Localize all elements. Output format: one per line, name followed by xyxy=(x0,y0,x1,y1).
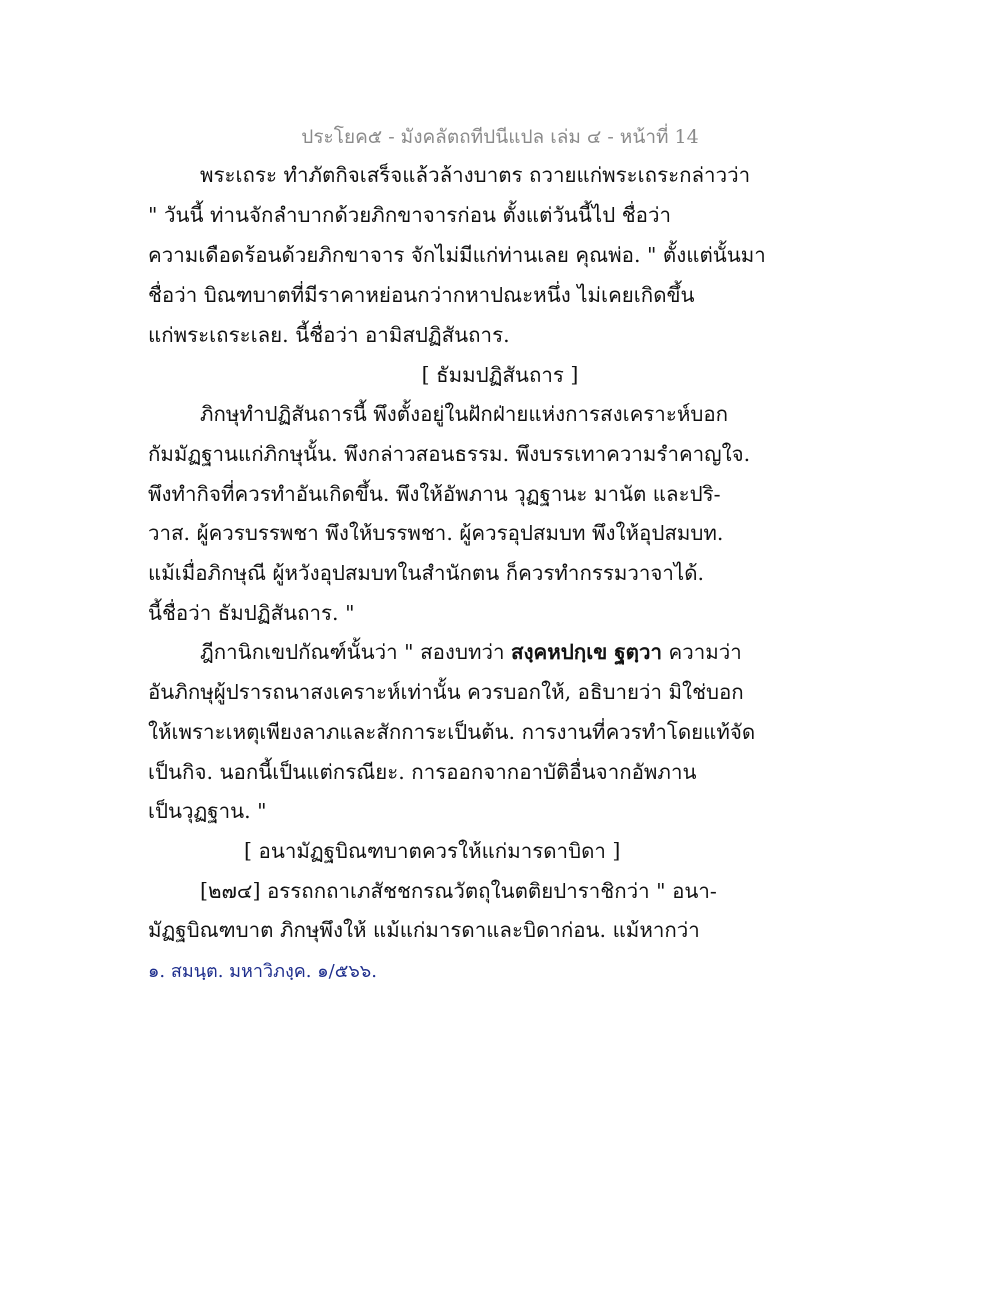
body-line-17: [๒๗๔] อรรถกถาเภสัชชกรณวัตถุในตติยปาราชิกว่า " อนา- xyxy=(200,879,717,903)
body-line-12 xyxy=(200,638,742,666)
section-heading-dhamma: [ ธัมมปฏิสันถาร ] xyxy=(421,363,579,387)
body-line-5: แก่พระเถระเลย. นี้ชื่อว่า อามิสปฏิสันถาร. xyxy=(148,323,510,347)
body-line-9: วาส. ผู้ควรบรรพชา พึงให้บรรพชา. ผู้ควรอุปสมบท พึงให้อุปสมบท. xyxy=(148,521,724,545)
body-line-13: อันภิกษุผู้ปรารถนาสงเคราะห์เท่านั้น ควรบอกให้, อธิบายว่า มิใช่บอก xyxy=(148,680,744,704)
body-line-8: พึงทำกิจที่ควรทำอันเกิดขึ้น. พึงให้อัพภาน วุฏฐานะ มานัต และปริ- xyxy=(148,482,721,506)
body-line-14: ให้เพราะเหตุเพียงลาภและสักการะเป็นต้น. การงานที่ควรทำโดยแท้จัด xyxy=(148,720,756,744)
body-line-15: เป็นกิจ. นอกนี้เป็นแต่กรณียะ. การออกจากอาบัติอื่นจากอัพภาน xyxy=(148,760,697,784)
body-line-7: กัมมัฏฐานแก่ภิกษุนั้น. พึงกล่าวสอนธรรม. พึงบรรเทาความรำคาญใจ. xyxy=(148,442,751,466)
running-head: ประโยค๕ - มังคลัตถทีปนีแปล เล่ม ๔ - หน้าที่ 14 xyxy=(301,126,699,148)
body-line-6: ภิกษุทำปฏิสันถารนี้ พึงตั้งอยู่ในฝักฝ่ายแห่งการสงเคราะห์บอก xyxy=(200,402,729,426)
body-line-12-tail: ความว่า xyxy=(662,640,742,664)
body-line-10: แม้เมื่อภิกษุณี ผู้หวังอุปสมบทในสำนักตน ก็ควรทำกรรมวาจาได้. xyxy=(148,561,705,585)
body-line-16: เป็นวุฏฐาน. " xyxy=(148,799,267,823)
pali-term: สงฺคหปกฺเข ฐตฺวา xyxy=(511,640,662,664)
body-line-12-lead: ฎีกานิกเขปกัณฑ์นั้นว่า " สองบทว่า xyxy=(200,640,512,664)
body-line-18: มัฏฐบิณฑบาต ภิกษุพึงให้ แม้แก่มารดาและบิดาก่อน. แม้หากว่า xyxy=(148,918,700,942)
body-line-4: ชื่อว่า บิณฑบาตที่มีราคาหย่อนกว่ากหาปณะหนึ่ง ไม่เคยเกิดขึ้น xyxy=(148,283,695,307)
body-line-1: พระเถระ ทำภัตกิจเสร็จแล้วล้างบาตร ถวายแก่พระเถระกล่าวว่า xyxy=(200,163,751,187)
footnote: ๑. สมนฺต. มหาวิภงฺค. ๑/๕๖๖. xyxy=(148,961,377,982)
body-line-2: " วันนี้ ท่านจักลำบากด้วยภิกขาจารก่อน ตั้งแต่วันนี้ไป ชื่อว่า xyxy=(148,203,672,227)
body-line-11: นี้ชื่อว่า ธัมปฏิสันถาร. " xyxy=(148,601,355,625)
body-line-3: ความเดือดร้อนด้วยภิกขาจาร จักไม่มีแก่ท่านเลย คุณพ่อ. " ตั้งแต่นั้นมา xyxy=(148,243,766,267)
section-heading-anamattha: [ อนามัฏฐบิณฑบาตควรให้แก่มารดาบิดา ] xyxy=(244,839,621,863)
